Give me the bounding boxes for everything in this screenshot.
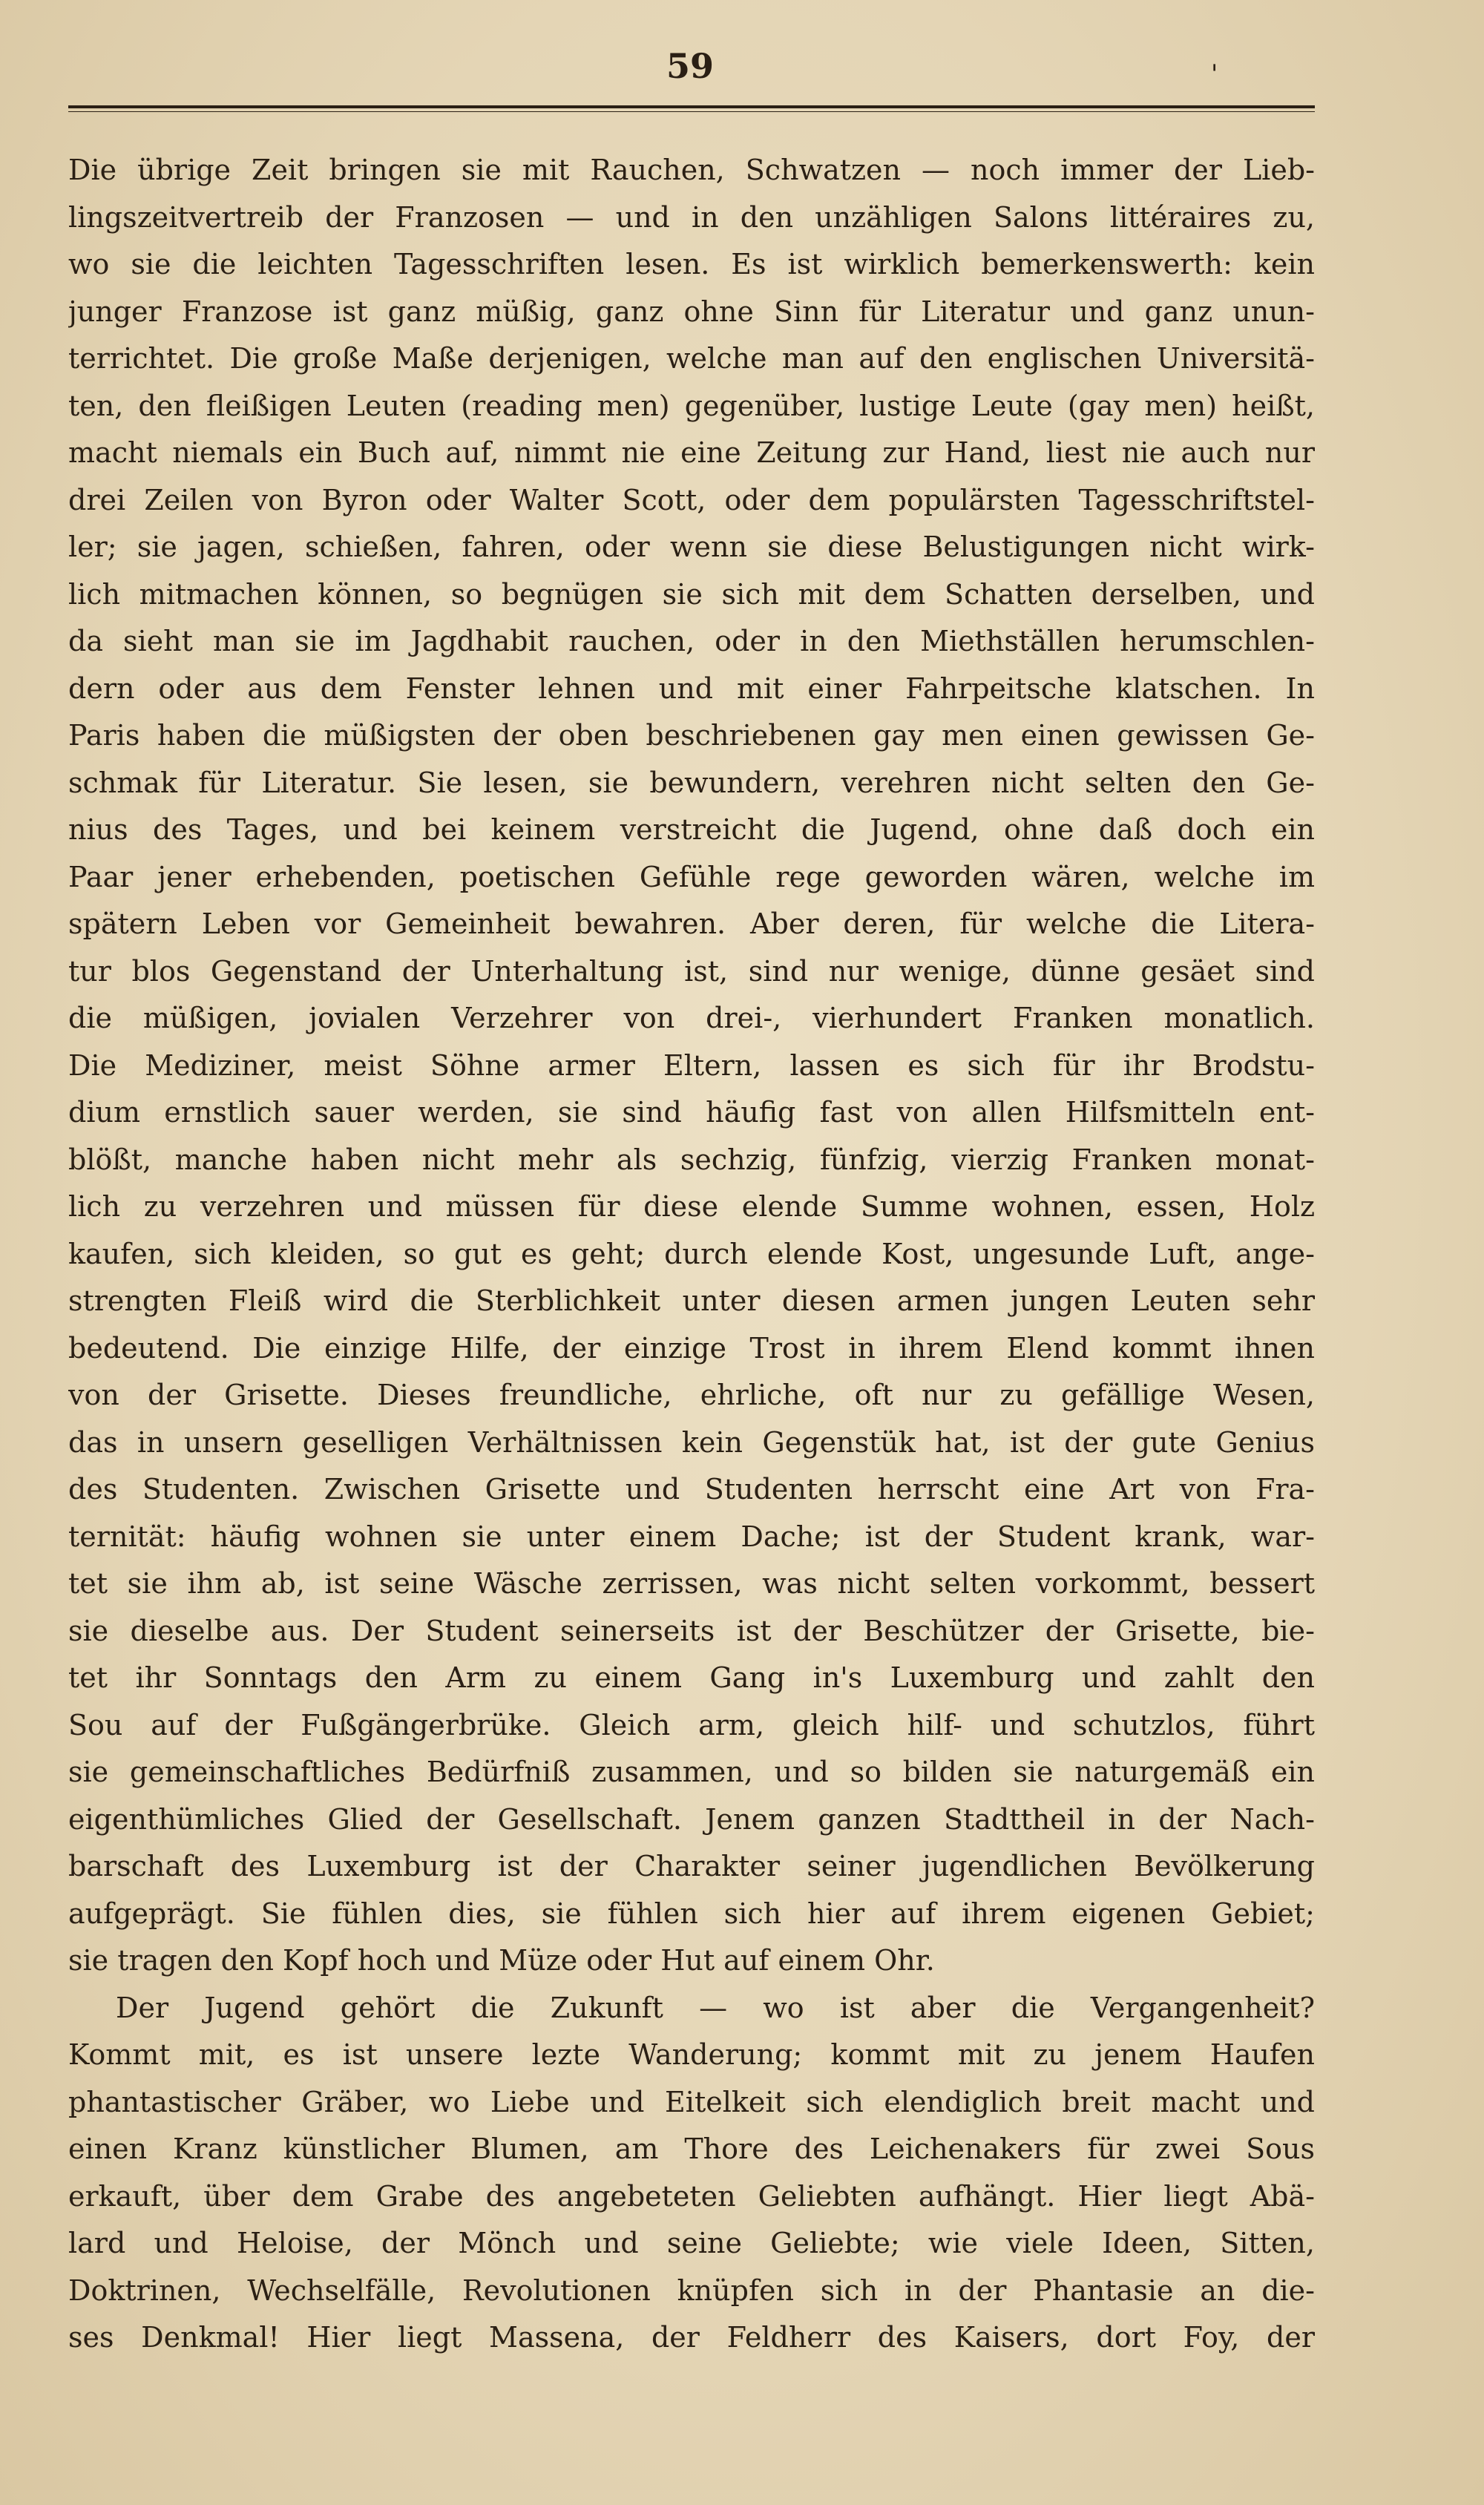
- text-line: spätern Leben vor Gemeinheit bewahren. Aber deren, für welche die Litera-: [68, 907, 1315, 940]
- text-line: lingszeitvertreib der Franzosen — und in den unzähligen Salons littéraires zu,: [68, 200, 1315, 234]
- text-line: tur blos Gegenstand der Unterhaltung ist, sind nur wenige, dünne gesäet sind: [68, 954, 1315, 988]
- text-line: Die übrige Zeit bringen sie mit Rauchen, Schwatzen — noch immer der Lieb-: [68, 154, 1315, 186]
- text-line: terrichtet. Die große Maße derjenigen, welche man auf den englischen Universitä-: [68, 342, 1315, 375]
- text-line: die müßigen, jovialen Verzehrer von drei-, vierhundert Franken monatlich.: [68, 1002, 1315, 1034]
- text-line: tet ihr Sonntags den Arm zu einem Gang in's Luxemburg und zahlt den: [68, 1661, 1315, 1694]
- text-line: drei Zeilen von Byron oder Walter Scott, oder dem populärsten Tagesschriftstel-: [68, 483, 1315, 516]
- text-line: macht niemals ein Buch auf, nimmt nie eine Zeitung zur Hand, liest nie auch nur: [68, 436, 1315, 469]
- header-rule: [68, 105, 1315, 108]
- page-number: 59: [666, 46, 714, 86]
- text-line: strengten Fleiß wird die Sterblichkeit unter diesen armen jungen Leuten sehr: [68, 1284, 1315, 1317]
- text-line: ternität: häufig wohnen sie unter einem Dache; ist der Student krank, war-: [68, 1520, 1315, 1553]
- text-line: bedeutend. Die einzige Hilfe, der einzige Trost in ihrem Elend kommt ihnen: [68, 1331, 1315, 1365]
- text-line: eigenthümliches Glied der Gesellschaft. Jenem ganzen Stadttheil in der Nach-: [68, 1802, 1315, 1836]
- text-line: ten, den fleißigen Leuten (reading men) gegenüber, lustige Leute (gay men) heißt,: [68, 389, 1315, 422]
- text-line: sie dieselbe aus. Der Student seinerseits ist der Beschützer der Grisette, bie-: [68, 1614, 1315, 1647]
- text-line: aufgeprägt. Sie fühlen dies, sie fühlen sich hier auf ihrem eigenen Gebiet;: [68, 1897, 1315, 1930]
- text-line: von der Grisette. Dieses freundliche, ehrliche, oft nur zu gefällige Wesen,: [68, 1379, 1315, 1411]
- text-line: tet sie ihm ab, ist seine Wäsche zerrissen, was nicht selten vorkommt, bessert: [68, 1567, 1315, 1600]
- text-line: ler; sie jagen, schießen, fahren, oder wenn sie diese Belustigungen nicht wirk-: [68, 531, 1315, 563]
- text-line: sie tragen den Kopf hoch und Müze oder Hut auf einem Ohr.: [68, 1944, 935, 1977]
- text-line: Sou auf der Fußgängerbrüke. Gleich arm, gleich hilf- und schutzlos, führt: [68, 1708, 1315, 1741]
- text-line: schmak für Literatur. Sie lesen, sie bewundern, verehren nicht selten den Ge-: [68, 766, 1315, 799]
- text-line: das in unsern geselligen Verhältnissen kein Gegenstük hat, ist der gute Genius: [68, 1425, 1315, 1459]
- text-line: da sieht man sie im Jagdhabit rauchen, oder in den Miethställen herumschlen-: [68, 625, 1315, 657]
- text-line: lich zu verzehren und müssen für diese elende Summe wohnen, essen, Holz: [68, 1190, 1315, 1223]
- text-line: lard und Heloise, der Mönch und seine Geliebte; wie viele Ideen, Sitten,: [68, 2227, 1315, 2259]
- text-line: Kommt mit, es ist unsere lezte Wanderung; kommt mit zu jenem Haufen: [68, 2038, 1315, 2071]
- text-line: Die Mediziner, meist Söhne armer Eltern, lassen es sich für ihr Brodstu-: [68, 1048, 1315, 1082]
- text-line: blößt, manche haben nicht mehr als sechzig, fünfzig, vierzig Franken monat-: [68, 1143, 1315, 1176]
- text-line: nius des Tages, und bei keinem verstreicht die Jugend, ohne daß doch ein: [68, 813, 1315, 846]
- text-line: phantastischer Gräber, wo Liebe und Eitelkeit sich elendiglich breit macht und: [68, 2085, 1315, 2118]
- text-line: Der Jugend gehört die Zukunft — wo ist aber die Vergangenheit?: [116, 1991, 1315, 2024]
- body-text: [68, 147, 1315, 2362]
- text-line: Paris haben die müßigsten der oben beschriebenen gay men einen gewissen Ge-: [68, 719, 1315, 752]
- text-line: ses Denkmal! Hier liegt Massena, der Feldherr des Kaisers, dort Foy, der: [68, 2321, 1315, 2354]
- text-line: dern oder aus dem Fenster lehnen und mit einer Fahrpeitsche klatschen. In: [68, 672, 1315, 705]
- text-line: kaufen, sich kleiden, so gut es geht; durch elende Kost, ungesunde Luft, ange-: [68, 1237, 1315, 1270]
- text-line: dium ernstlich sauer werden, sie sind häufig fast von allen Hilfsmitteln ent-: [68, 1096, 1315, 1129]
- header-rule-thin: [68, 111, 1315, 112]
- text-line: Paar jener erhebenden, poetischen Gefühle rege geworden wären, welche im: [68, 860, 1315, 893]
- text-line: erkauft, über dem Grabe des angebeteten Geliebten aufhängt. Hier liegt Abä-: [68, 2179, 1315, 2213]
- text-line: einen Kranz künstlicher Blumen, am Thore des Leichenakers für zwei Sous: [68, 2133, 1315, 2165]
- text-line: lich mitmachen können, so begnügen sie sich mit dem Schatten derselben, und: [68, 577, 1315, 611]
- text-line: des Studenten. Zwischen Grisette und Studenten herrscht eine Art von Fra-: [68, 1473, 1315, 1506]
- text-line: Doktrinen, Wechselfälle, Revolutionen knüpfen sich in der Phantasie an die-: [68, 2273, 1315, 2307]
- text-line: wo sie die leichten Tagesschriften lesen. Es ist wirklich bemerkenswerth: kein: [68, 248, 1315, 280]
- text-line: junger Franzose ist ganz müßig, ganz ohne Sinn für Literatur und ganz unun-: [68, 295, 1315, 328]
- text-line: sie gemeinschaftliches Bedürfniß zusammen, und so bilden sie naturgemäß ein: [68, 1756, 1315, 1788]
- corner-mark: ': [1211, 59, 1218, 89]
- text-line: barschaft des Luxemburg ist der Charakter seiner jugendlichen Bevölkerung: [68, 1850, 1315, 1882]
